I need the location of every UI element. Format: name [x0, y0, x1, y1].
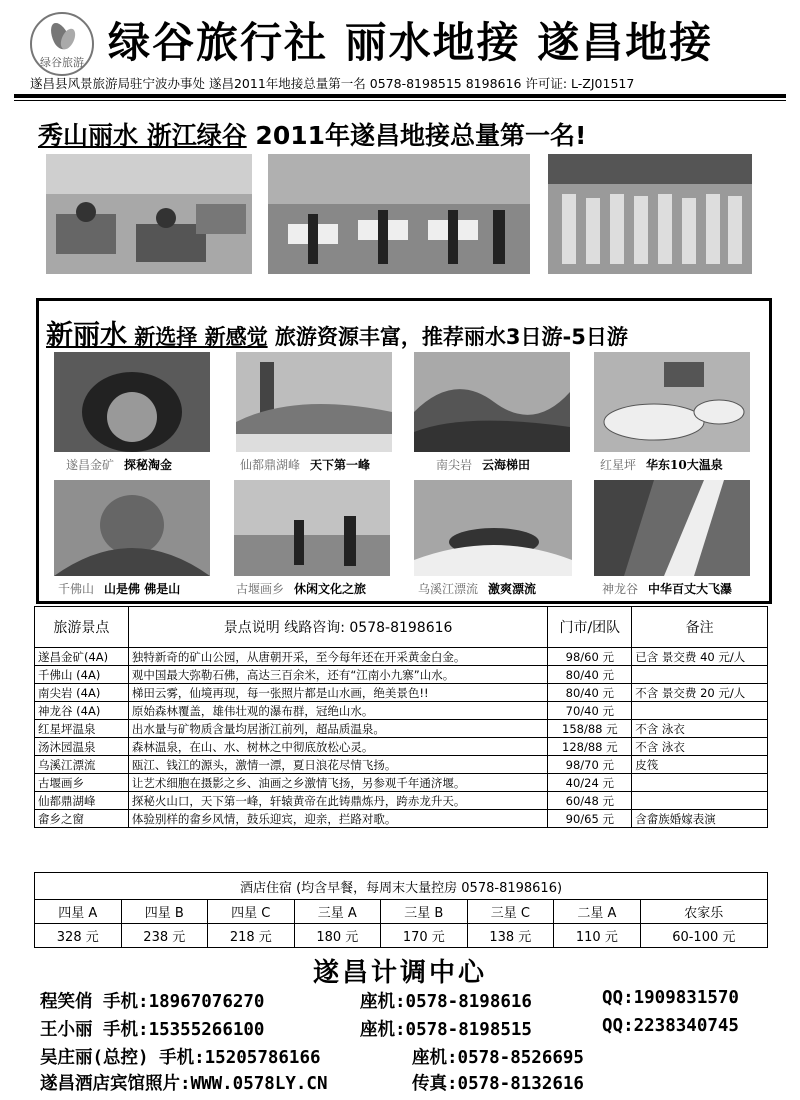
table-row — [35, 720, 768, 738]
hotel-grade: 四星 B — [121, 900, 208, 924]
spot-name: 乌溪江漂流 — [418, 582, 479, 596]
table-row — [35, 792, 768, 810]
terrace-art — [414, 352, 570, 452]
hotel-caption-row — [35, 873, 768, 900]
cell-note: 不含 泳衣 — [632, 738, 768, 756]
cell-spot: 神龙谷 (4A) — [35, 702, 129, 720]
table-row — [35, 774, 768, 792]
contact-name-mobile: 遂昌酒店宾馆照片:WWW.0578LY.CN — [40, 1074, 328, 1094]
table-row — [35, 738, 768, 756]
spot-photo-qianfoshan — [54, 480, 210, 576]
cell-spot: 遂昌金矿(4A) — [35, 648, 129, 666]
spot-photo-wuxijiang — [414, 480, 572, 576]
cell-spot: 古堰画乡 — [35, 774, 129, 792]
feature-title — [46, 313, 628, 352]
cell-spot: 畲乡之窗 — [35, 810, 129, 828]
contact-name-mobile: 程笑俏 手机:18967076270 — [40, 992, 265, 1012]
spot-caption — [418, 580, 536, 597]
spot-desc: 天下第一峰 — [310, 458, 371, 472]
hotel-price: 238 元 — [121, 924, 208, 948]
cell-description: 让艺术细胞在摄影之乡、油画之乡激情飞扬，另参观千年通济堰。 — [128, 774, 548, 792]
hotel-grade: 二星 A — [554, 900, 641, 924]
cell-note: 皮筏 — [632, 756, 768, 774]
spot-desc: 华东10大温泉 — [646, 458, 723, 472]
cell-spot: 汤沐园温泉 — [35, 738, 129, 756]
spot-desc: 云海梯田 — [482, 458, 531, 472]
office-photo — [46, 154, 252, 274]
hotel-table — [34, 872, 768, 948]
table-row — [35, 648, 768, 666]
cell-note: 已含 景交费 40 元/人 — [632, 648, 768, 666]
spot-caption — [436, 456, 530, 473]
spot-caption — [602, 580, 732, 597]
cell-description: 独特新奇的矿山公园，从唐朝开采，至今每年还在开采黄金白金。 — [128, 648, 548, 666]
cell-note: 不含 泳衣 — [632, 720, 768, 738]
contact-landline: 座机:0578-8198616 — [360, 992, 532, 1012]
table-row — [35, 810, 768, 828]
banner-left: 秀山丽水 浙江绿谷 — [38, 121, 247, 150]
hotel-grade: 农家乐 — [640, 900, 767, 924]
table-row — [35, 666, 768, 684]
hotel-grade: 三星 B — [381, 900, 468, 924]
contact-name-mobile: 吴庄丽(总控) 手机:15205786166 — [40, 1048, 321, 1068]
hotel-grade: 四星 A — [35, 900, 122, 924]
cell-price: 60/48 元 — [548, 792, 632, 810]
cell-price: 98/60 元 — [548, 648, 632, 666]
contact-landline: 座机:0578-8198515 — [360, 1020, 532, 1040]
cell-price: 80/40 元 — [548, 666, 632, 684]
hotel-price: 170 元 — [381, 924, 468, 948]
cell-price: 128/88 元 — [548, 738, 632, 756]
table-row — [35, 702, 768, 720]
cell-description: 体验别样的畲乡风情，鼓乐迎宾，迎亲，拦路对歌。 — [128, 810, 548, 828]
spot-desc: 探秘淘金 — [124, 458, 173, 472]
table-row — [35, 756, 768, 774]
hotel-price: 218 元 — [208, 924, 295, 948]
hotel-caption: 酒店住宿 (均含早餐，每周末大量控房 0578-8198616) — [35, 873, 768, 900]
painting-village-art — [234, 480, 390, 576]
spot-name: 仙都鼎湖峰 — [240, 458, 301, 472]
cell-spot: 红星坪温泉 — [35, 720, 129, 738]
hotel-price: 328 元 — [35, 924, 122, 948]
cell-spot: 仙都鼎湖峰 — [35, 792, 129, 810]
cell-price: 90/65 元 — [548, 810, 632, 828]
contact-landline: 座机:0578-8526695 — [412, 1048, 584, 1068]
table-row — [35, 684, 768, 702]
banner-headline — [38, 116, 586, 152]
page-title: 绿谷旅行社 丽水地接 遂昌地接 — [108, 18, 714, 67]
group-photo-art — [548, 154, 752, 274]
cell-price: 70/40 元 — [548, 702, 632, 720]
hotel-price: 180 元 — [294, 924, 381, 948]
hotel-price: 110 元 — [554, 924, 641, 948]
hotel-price: 138 元 — [467, 924, 554, 948]
cell-note — [632, 702, 768, 720]
cell-description: 探秘火山口，天下第一峰，轩辕黄帝在此铸鼎炼丹，跨赤龙升天。 — [128, 792, 548, 810]
spot-desc: 休闲文化之旅 — [294, 582, 367, 596]
spot-desc: 中华百丈大飞瀑 — [648, 582, 733, 596]
banner-right: 2011年遂昌地接总量第一名! — [246, 121, 587, 150]
spot-name: 千佛山 — [58, 582, 95, 596]
table-header-row — [35, 607, 768, 648]
column-header: 备注 — [632, 607, 768, 648]
cell-description: 瓯江、钱江的源头，激情一漂，夏日浪花尽情飞扬。 — [128, 756, 548, 774]
hotel-price: 60-100 元 — [640, 924, 767, 948]
column-header: 景点说明 线路咨询: 0578-8198616 — [128, 607, 548, 648]
attractions-table — [34, 606, 768, 828]
divider — [14, 94, 786, 98]
contact-landline: 传真:0578-8132616 — [412, 1074, 584, 1094]
spot-photo-hongxingping — [594, 352, 750, 452]
feature-title-main: 新丽水 — [46, 320, 127, 351]
cell-description: 原始森林覆盖，雄伟壮观的瀑布群，冠绝山水。 — [128, 702, 548, 720]
cell-note: 含畲族婚嫁表演 — [632, 810, 768, 828]
hotel-grade: 四星 C — [208, 900, 295, 924]
spot-name: 南尖岩 — [436, 458, 473, 472]
hotel-grade: 三星 A — [294, 900, 381, 924]
hot-spring-art — [594, 352, 750, 452]
office-photo-art — [46, 154, 252, 274]
mine-tunnel-art — [54, 352, 210, 452]
cell-spot: 千佛山 (4A) — [35, 666, 129, 684]
cell-note — [632, 774, 768, 792]
spot-photo-shenlonggu — [594, 480, 750, 576]
spot-photo-nanjianyan — [414, 352, 570, 452]
cell-price: 80/40 元 — [548, 684, 632, 702]
cell-price: 40/24 元 — [548, 774, 632, 792]
hotel-price-row — [35, 924, 768, 948]
ceremony-photo-art — [268, 154, 530, 274]
waterfall-art — [594, 480, 750, 576]
spot-photo-guyan — [234, 480, 390, 576]
contact-qq: QQ:1909831570 — [602, 988, 739, 1008]
buddha-art — [54, 480, 210, 576]
cell-spot: 乌溪江漂流 — [35, 756, 129, 774]
cell-price: 158/88 元 — [548, 720, 632, 738]
cell-note: 不含 景交费 20 元/人 — [632, 684, 768, 702]
column-header: 门市/团队 — [548, 607, 632, 648]
cell-note — [632, 792, 768, 810]
spot-caption — [600, 456, 723, 473]
cell-description: 出水量与矿物质含量均居浙江前列，超品质温泉。 — [128, 720, 548, 738]
feature-title-tail: 旅游资源丰富，推荐丽水3日游-5日游 — [267, 325, 628, 349]
spot-name: 遂昌金矿 — [66, 458, 115, 472]
spot-name: 神龙谷 — [602, 582, 639, 596]
contact-qq: QQ:2238340745 — [602, 1016, 739, 1036]
rafting-art — [414, 480, 572, 576]
header-subline: 遂昌县风景旅游局驻宁波办事处 遂昌2011年地接总量第一名 0578-8198515 8198616 许可证: L-ZJ01517 — [30, 76, 635, 91]
spot-caption — [66, 456, 172, 473]
contact-center-title: 遂昌计调中心 — [312, 958, 487, 988]
spot-caption — [240, 456, 370, 473]
hotel-grade: 三星 C — [467, 900, 554, 924]
peak-art — [236, 352, 392, 452]
ceremony-photo — [268, 154, 530, 274]
hotel-grade-row — [35, 900, 768, 924]
spot-desc: 山是佛 佛是山 — [104, 582, 181, 596]
cell-description: 观中国最大弥勒石佛，高达三百余米，还有“江南小九寨”山水。 — [128, 666, 548, 684]
contact-name-mobile: 王小丽 手机:15355266100 — [40, 1020, 265, 1040]
feature-title-sub: 新选择 新感觉 — [127, 325, 268, 349]
spot-caption — [58, 580, 180, 597]
column-header: 旅游景点 — [35, 607, 129, 648]
logo-text: 绿谷旅游 — [40, 56, 84, 69]
spot-caption — [236, 580, 366, 597]
spot-name: 红星坪 — [600, 458, 637, 472]
cell-description: 森林温泉，在山、水、树林之中彻底放松心灵。 — [128, 738, 548, 756]
divider — [14, 100, 786, 101]
cell-price: 98/70 元 — [548, 756, 632, 774]
spot-photo-xiandu — [236, 352, 392, 452]
cell-note — [632, 666, 768, 684]
cell-description: 梯田云雾，仙境再现，每一张照片都是山水画，绝美景色!! — [128, 684, 548, 702]
spot-name: 古堰画乡 — [236, 582, 285, 596]
group-photo — [548, 154, 752, 274]
spot-desc: 激爽漂流 — [488, 582, 537, 596]
spot-photo-gold-mine — [54, 352, 210, 452]
cell-spot: 南尖岩 (4A) — [35, 684, 129, 702]
